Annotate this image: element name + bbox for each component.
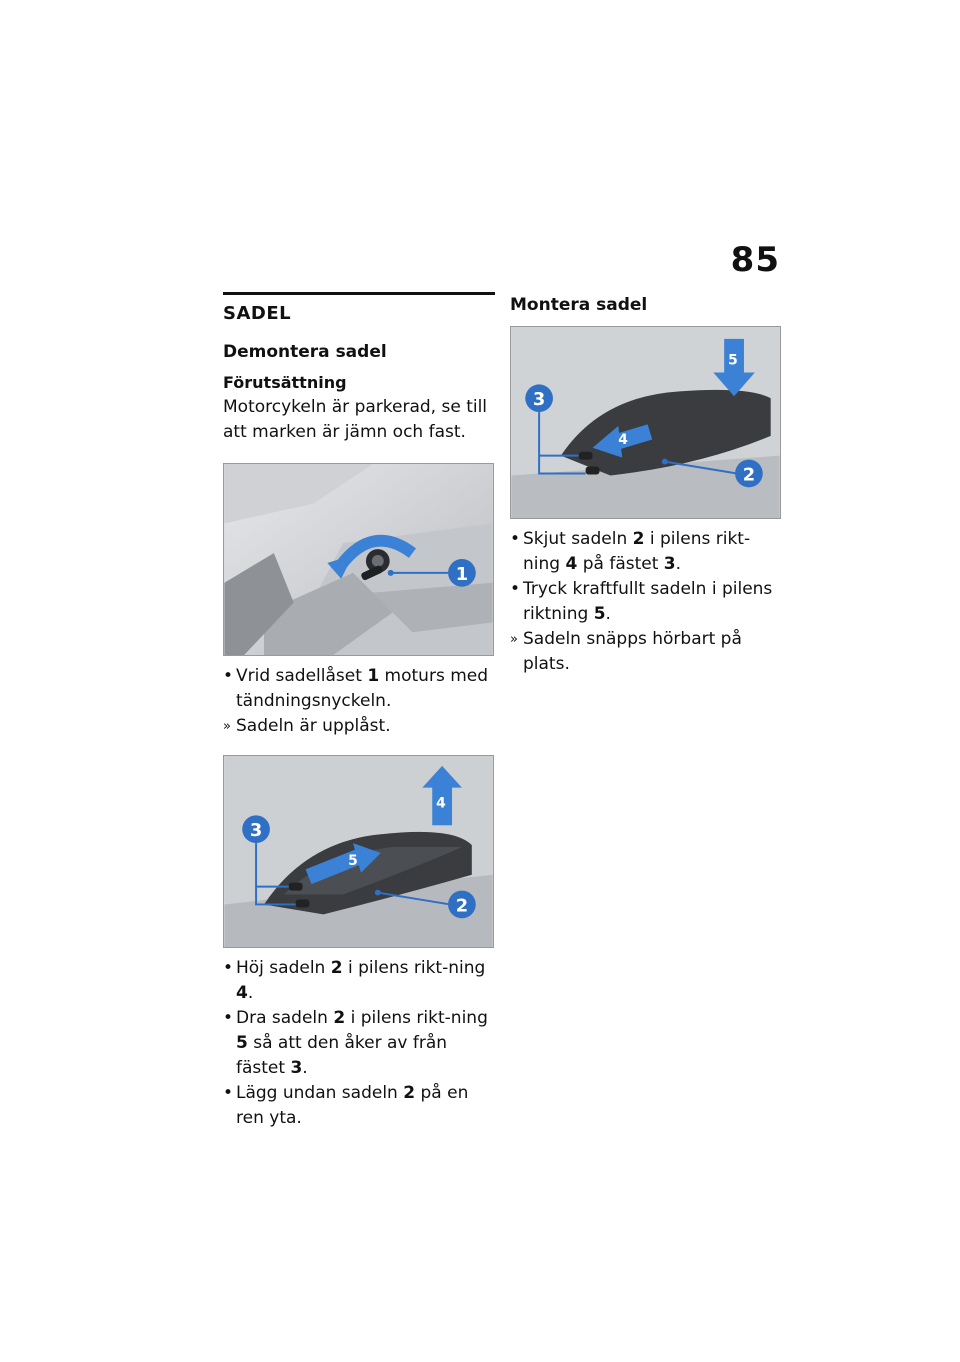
result-marker: »	[223, 719, 231, 734]
step-text: .	[247, 983, 254, 1003]
instruction-item	[223, 1081, 495, 1131]
prerequisite-heading: Förutsättning	[223, 373, 347, 392]
step-reference-number: 3	[663, 554, 676, 574]
step-text: moturs med tändningsnyckeln.	[236, 666, 489, 711]
step-reference-number: 4	[565, 554, 578, 574]
left-column	[223, 292, 495, 1131]
step-text: Tryck kraftfullt sadeln i pilens riktning	[523, 579, 773, 624]
result-item	[510, 627, 782, 677]
section-title: SADEL	[223, 303, 292, 324]
step-text: i pilens rikt-ning	[345, 1008, 488, 1028]
step-reference-number: 1	[367, 666, 380, 686]
step-reference-number: 5	[236, 1033, 248, 1053]
step-text: Vrid sadellåset	[236, 666, 368, 686]
result-marker: »	[510, 632, 518, 647]
step-text: på fästet	[577, 554, 664, 574]
step-text: på en ren yta.	[236, 1083, 469, 1128]
figure-install-seat	[510, 326, 781, 519]
svg-text:4: 4	[436, 795, 446, 812]
step-text: så att den åker av från fästet	[236, 1033, 448, 1078]
step-text: Sadeln är upplåst.	[236, 716, 391, 736]
instruction-item	[223, 956, 495, 1006]
step-text: Höj sadeln	[236, 958, 331, 978]
callout-1: 1	[455, 563, 469, 585]
step-reference-number: 2	[330, 958, 343, 978]
steps-install-seat	[510, 527, 782, 677]
step-reference-number: 5	[593, 604, 606, 624]
bullet-marker: •	[223, 958, 234, 978]
step-text: .	[605, 604, 611, 624]
bullet-marker: •	[510, 529, 521, 549]
install-seat-illustration	[511, 327, 780, 518]
step-reference-number: 4	[236, 983, 248, 1003]
instruction-item	[510, 527, 782, 577]
section-rule	[223, 292, 495, 295]
bullet-marker: •	[510, 579, 521, 599]
instruction-item	[223, 664, 495, 714]
instruction-item	[223, 1006, 495, 1081]
bullet-marker: •	[223, 666, 234, 686]
figure-seat-lock	[223, 463, 494, 656]
callout-2-install: 2	[742, 464, 756, 486]
callout-3-install: 3	[532, 389, 546, 411]
step-text: i pilens rikt-ning	[523, 529, 751, 574]
callout-2: 2	[455, 895, 469, 917]
instruction-item	[510, 577, 782, 627]
step-text: Lägg undan sadeln	[236, 1083, 404, 1103]
steps-remove-lock	[223, 664, 495, 739]
result-item	[223, 714, 495, 739]
seat-lock-illustration	[224, 464, 493, 655]
callout-3: 3	[249, 820, 263, 842]
subsection-title-remove: Demontera sadel	[223, 342, 387, 362]
right-column	[510, 292, 782, 677]
step-text: .	[675, 554, 682, 574]
svg-text:5: 5	[348, 852, 358, 869]
step-reference-number: 3	[290, 1058, 303, 1078]
subsection-title-install: Montera sadel	[510, 295, 648, 315]
steps-lift-seat	[223, 956, 495, 1131]
lift-seat-illustration	[224, 756, 493, 947]
page-number: 85	[730, 240, 780, 280]
step-reference-number: 2	[632, 529, 645, 549]
figure-lift-seat	[223, 755, 494, 948]
svg-text:5: 5	[728, 352, 738, 369]
step-text: Skjut sadeln	[523, 529, 633, 549]
bullet-marker: •	[223, 1083, 234, 1103]
step-reference-number: 2	[333, 1008, 346, 1028]
step-text: i pilens rikt-ning	[342, 958, 486, 978]
bullet-marker: •	[223, 1008, 234, 1028]
svg-text:4: 4	[618, 431, 628, 448]
step-reference-number: 2	[403, 1083, 416, 1103]
step-text: Sadeln snäpps hörbart på plats.	[523, 629, 742, 674]
step-text: .	[302, 1058, 308, 1078]
prerequisite-text: Motorcykeln är parkerad, se till att marken är jämn och fast.	[223, 397, 488, 442]
step-text: Dra sadeln	[236, 1008, 334, 1028]
